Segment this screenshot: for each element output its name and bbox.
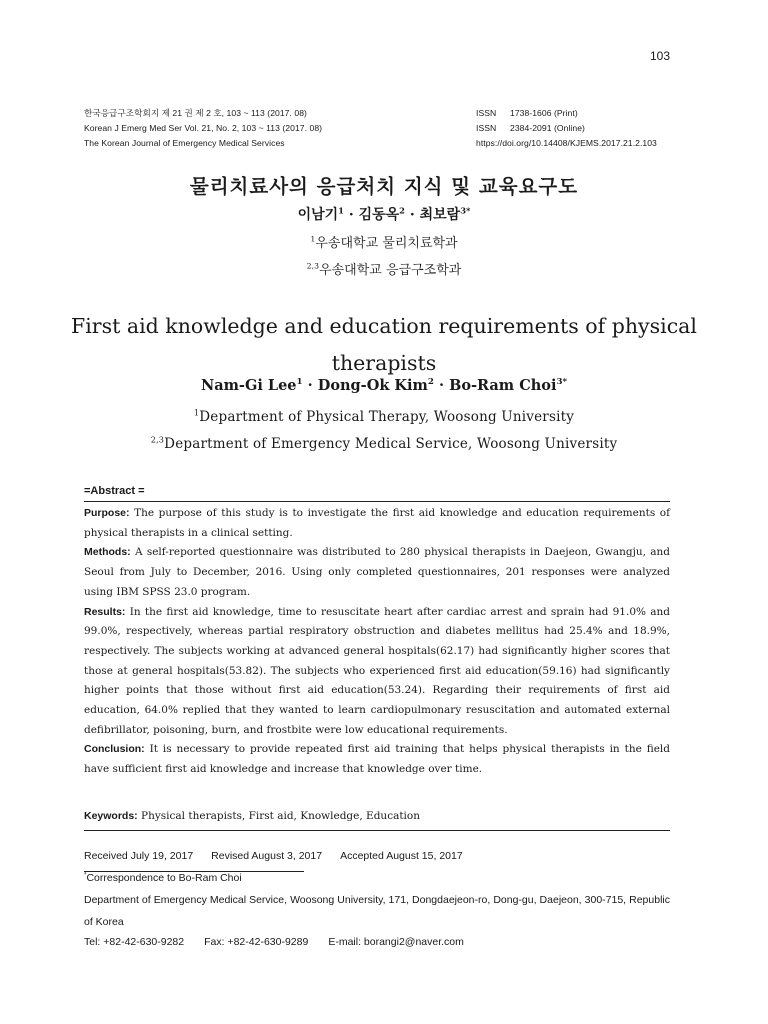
journal-name: The Korean Journal of Emergency Medical Services <box>84 138 285 148</box>
affiliation-mark: 2,3 <box>306 261 320 271</box>
abstract-results <box>84 603 670 741</box>
keywords-text: Physical therapists, First aid, Knowledge, Education <box>141 810 420 822</box>
abstract-purpose <box>84 504 670 543</box>
author-affiliation-mark: 2 <box>399 205 405 216</box>
issn-online-row <box>476 121 657 136</box>
author-name: 최보람 <box>419 207 461 223</box>
received-date: Received July 19, 2017 <box>84 850 194 862</box>
issn-print: 1738-1606 (Print) <box>510 108 578 118</box>
citation-english: Korean J Emerg Med Ser Vol. 21, No. 2, 103 ~ 113 (2017. 08) <box>84 123 323 133</box>
keywords-label: Keywords: <box>84 810 138 822</box>
author-separator: · <box>302 377 318 394</box>
correspondence <box>84 868 670 890</box>
section-text: The purpose of this study is to investigate the first aid knowledge and education requirements of physical therapists in a clinical setting. <box>84 507 671 539</box>
affiliation-text: 우송대학교 응급구조학과 <box>319 263 462 278</box>
issn-online: 2384-2091 (Online) <box>510 123 585 133</box>
correspondence-mark: * <box>84 871 87 879</box>
correspondence-text: Correspondence to Bo-Ram Choi <box>86 872 242 884</box>
author-separator: · <box>433 377 450 394</box>
manuscript-dates <box>84 846 670 868</box>
revised-date: Revised August 3, 2017 <box>211 850 323 862</box>
affiliation-text: Department of Physical Therapy, Woosong University <box>199 409 575 425</box>
citation-korean: 한국응급구조학회지 제 21 권 제 2 호, 103 ~ 113 (2017. 08) <box>84 108 307 118</box>
korean-affiliation-1 <box>0 232 768 251</box>
author-separator: · <box>343 207 359 223</box>
korean-affiliation-2 <box>0 259 768 278</box>
english-affiliation-1 <box>0 409 768 425</box>
author-name: Dong-Ok Kim <box>317 377 428 394</box>
journal-citation <box>84 106 322 151</box>
correspondence-address: Department of Emergency Medical Service, Woosong University, 171, Dongdaejeon-ro, Dong-gu, Daejeon, 300-715, Republic of Korea <box>84 894 670 928</box>
page-number: 103 <box>649 49 670 63</box>
divider <box>84 501 670 502</box>
author-name: 김동옥 <box>358 207 400 223</box>
korean-authors <box>0 204 768 224</box>
affiliation-mark: 1 <box>310 234 316 244</box>
author-affiliation-mark: 3* <box>556 377 568 388</box>
author-separator: · <box>405 207 420 223</box>
author-name: 이남기 <box>297 207 339 223</box>
section-label: Results: <box>84 605 126 618</box>
abstract-methods <box>84 543 670 602</box>
divider <box>84 830 670 831</box>
section-label: Purpose: <box>84 507 130 519</box>
issn-label: ISSN <box>476 123 497 133</box>
doi-link[interactable]: https://doi.org/10.14408/KJEMS.2017.21.2.103 <box>476 138 657 148</box>
author-affiliation-mark: 1 <box>296 377 303 388</box>
journal-identifiers <box>476 106 657 151</box>
keywords <box>84 810 420 822</box>
affiliation-text: 우송대학교 물리치료학과 <box>315 236 458 251</box>
fax: Fax: +82-42-630-9289 <box>204 936 309 948</box>
contact-info <box>84 932 670 954</box>
korean-title: 물리치료사의 응급처치 지식 및 교육요구도 <box>189 175 579 198</box>
section-label: Methods: <box>84 546 131 559</box>
issn-label: ISSN <box>476 108 497 118</box>
author-name: Nam-Gi Lee <box>200 377 297 394</box>
english-affiliation-2 <box>0 436 768 452</box>
affiliation-text: Department of Emergency Medical Service, Woosong University <box>164 436 618 452</box>
author-affiliation-mark: 1 <box>338 205 344 216</box>
affiliation-mark: 1 <box>193 407 200 418</box>
abstract-heading: =Abstract = <box>84 485 145 497</box>
abstract-conclusion <box>84 740 670 779</box>
accepted-date: Accepted August 15, 2017 <box>340 850 463 862</box>
section-text: In the first aid knowledge, time to resuscitate heart after cardiac arrest and sprain had 91.0% and 99.0%, respectively, whereas partial respiratory obstruction and diabetes mellitus had 25.4% and 18.9%, respectively. The subjects working at advanced general hospitals(62.17) had significantly higher scores that those at general hospitals(53.82). The subjects who experienced first aid education(59.16) had significantly higher points that those without first aid education(53.24). Regarding their requirements of first aid education, 64.0% replied that they wanted to learn cardiopulmonary resuscitation and automated external defibrillator, poisoning, burn, and frostbite were low educational requirements. <box>84 605 670 736</box>
author-affiliation-mark: 3* <box>460 205 471 216</box>
author-name: Bo-Ram Choi <box>449 377 557 394</box>
section-label: Conclusion: <box>84 743 145 756</box>
section-text: A self-reported questionnaire was distributed to 280 physical therapists in Daejeon, Gwangju, and Seoul from July to December, 2016. Using only completed questionnaires, 201 responses were analyzed using IBM SPSS 23.0 program. <box>84 546 670 598</box>
english-authors <box>0 377 768 394</box>
abstract-body <box>84 504 670 780</box>
issn-print-row <box>476 106 657 121</box>
telephone: Tel: +82-42-630-9282 <box>84 936 185 948</box>
email-link[interactable]: E-mail: borangi2@naver.com <box>328 936 464 948</box>
author-affiliation-mark: 2 <box>427 377 434 388</box>
affiliation-mark: 2,3 <box>150 434 165 445</box>
english-title: First aid knowledge and education requirements of physical therapists <box>71 314 697 375</box>
section-text: It is necessary to provide repeated first aid training that helps physical therapists in the field have sufficient first aid knowledge and increase that knowledge over time. <box>84 743 671 776</box>
